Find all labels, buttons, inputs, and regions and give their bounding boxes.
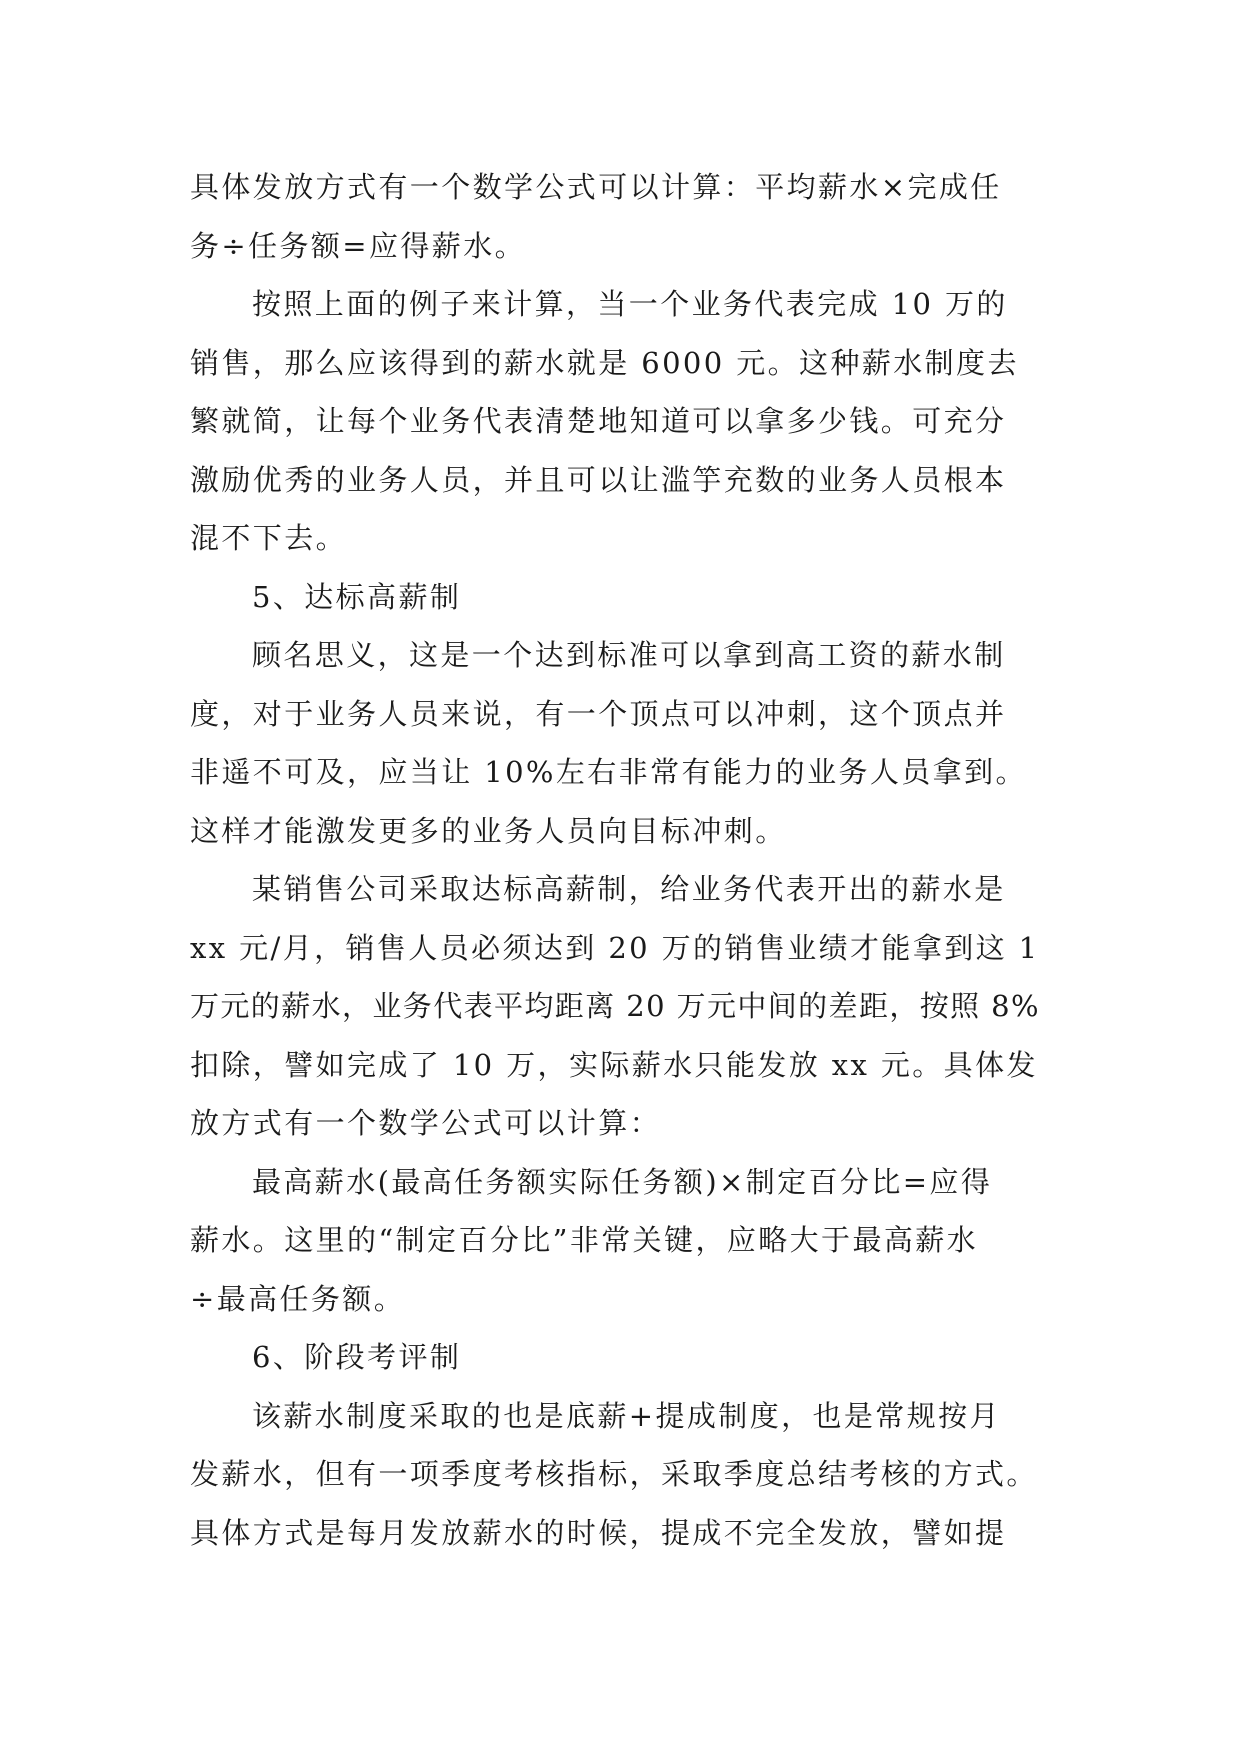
text-line: 具体方式是每月发放薪水的时候，提成不完全发放，譬如提 [190, 1515, 1007, 1550]
text-line: 激励优秀的业务人员，并且可以让滥竽充数的业务人员根本 [190, 462, 1007, 497]
text-line: 最高薪水(最高任务额实际任务额)×制定百分比=应得 [252, 1164, 993, 1199]
document-body [190, 158, 1046, 1562]
text-line: 销售，那么应该得到的薪水就是 6000 元。这种薪水制度去 [190, 345, 1019, 380]
text-line: ÷最高任务额。 [190, 1281, 406, 1316]
text-line: 这样才能激发更多的业务人员向目标冲刺。 [190, 813, 787, 848]
text-line: 按照上面的例子来计算，当一个业务代表完成 10 万的 [252, 287, 1008, 321]
text-line: xx 元/月，销售人员必须达到 20 万的销售业绩才能拿到这 1 [190, 930, 1040, 965]
text-line: 6、阶段考评制 [252, 1340, 462, 1374]
text-line: 度，对于业务人员来说，有一个顶点可以冲刺，这个顶点并 [190, 696, 1007, 731]
text-line: 顾名思义，这是一个达到标准可以拿到高工资的薪水制 [252, 638, 1006, 672]
text-line: 具体发放方式有一个数学公式可以计算：平均薪水×完成任 [190, 170, 1002, 204]
text-line: 5、达标高薪制 [252, 579, 462, 614]
text-line: 混不下去。 [190, 521, 348, 555]
text-line: 该薪水制度采取的也是底薪+提成制度，也是常规按月 [252, 1398, 1001, 1433]
text-line: 发薪水，但有一项季度考核指标，采取季度总结考核的方式。 [190, 1457, 1038, 1491]
text-line: 扣除，譬如完成了 10 万，实际薪水只能发放 xx 元。具体发 [190, 1047, 1038, 1082]
text-line: 务÷任务额=应得薪水。 [190, 228, 526, 263]
text-line: 放方式有一个数学公式可以计算： [190, 1106, 662, 1140]
text-line: 繁就简，让每个业务代表清楚地知道可以拿多少钱。可充分 [190, 404, 1007, 438]
text-line: 万元的薪水，业务代表平均距离 20 万元中间的差距，按照 8% [190, 989, 1040, 1023]
text-line: 某销售公司采取达标高薪制，给业务代表开出的薪水是 [252, 872, 1006, 906]
text-line: 非遥不可及，应当让 10%左右非常有能力的业务人员拿到。 [190, 755, 1027, 789]
text-line: 薪水。这里的“制定百分比”非常关键，应略大于最高薪水 [190, 1223, 979, 1257]
